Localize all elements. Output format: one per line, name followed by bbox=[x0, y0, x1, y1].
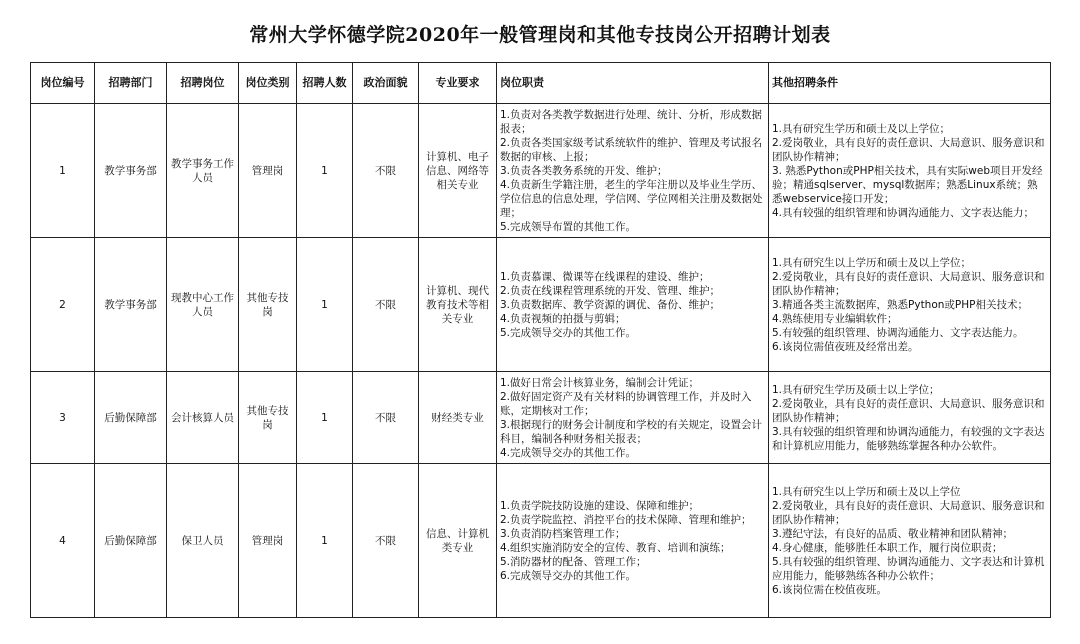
duty-line: 2.负责各类国家级考试系统软件的维护、管理及考试报名数据的审核、上报； bbox=[500, 136, 763, 163]
header-id: 岗位编号 bbox=[31, 63, 95, 104]
condition-line: 3.遵纪守法，有良好的品质、敬业精神和团队精神； bbox=[772, 527, 1014, 540]
cell-other-conditions bbox=[769, 238, 1051, 372]
duty-line: 4.负责新生学籍注册，老生的学年注册以及毕业生学历、学位信息的信息处理，学信网、学位网相关注册及数据处理； bbox=[500, 178, 763, 219]
duty-line: 2.负责学院监控、消控平台的技术保障、管理和维护； bbox=[500, 513, 752, 526]
cell-politics: 不限 bbox=[353, 464, 419, 618]
cell-count: 1 bbox=[297, 464, 353, 618]
condition-line: 3.精通各类主流数据库，熟悉Python或PHP相关技术； bbox=[772, 298, 1028, 311]
condition-line: 5.具有较强的组织管理、协调沟通能力、文字表达和计算机应用能力，能够熟练各种办公软件； bbox=[772, 555, 1045, 582]
duty-line: 4.组织实施消防安全的宣传、教育、培训和演练； bbox=[500, 541, 731, 554]
duty-line: 6.完成领导交办的其他工作。 bbox=[500, 569, 637, 582]
cell-category: 其他专技岗 bbox=[239, 372, 297, 464]
cell-count: 1 bbox=[297, 238, 353, 372]
recruitment-table bbox=[30, 62, 1051, 618]
duty-line: 1.负责对各类教学数据进行处理、统计、分析，形成数据报表； bbox=[500, 108, 763, 135]
cell-dept: 教学事务部 bbox=[95, 238, 167, 372]
duty-line: 5.消防器材的配备、管理工作； bbox=[500, 555, 647, 568]
header-politics: 政治面貌 bbox=[353, 63, 419, 104]
condition-line: 1.具有研究生以上学历和硕士及以上学位 bbox=[772, 485, 961, 498]
cell-id: 3 bbox=[31, 372, 95, 464]
cell-duties bbox=[497, 464, 769, 618]
duty-line: 1.负责学院技防设施的建设、保障和维护； bbox=[500, 499, 700, 512]
cell-id: 4 bbox=[31, 464, 95, 618]
cell-id: 2 bbox=[31, 238, 95, 372]
duty-line: 2.做好固定资产及有关材料的协调管理工作，并及时入账，定期核对工作； bbox=[500, 390, 752, 417]
cell-dept: 后勤保障部 bbox=[95, 464, 167, 618]
condition-line: 2.爱岗敬业，具有良好的责任意识、大局意识、服务意识和团队协作精神； bbox=[772, 397, 1045, 424]
cell-other-conditions bbox=[769, 464, 1051, 618]
cell-major: 信息、计算机类专业 bbox=[419, 464, 497, 618]
condition-line: 2.爱岗敬业，具有良好的责任意识、大局意识、服务意识和团队协作精神； bbox=[772, 499, 1045, 526]
cell-duties bbox=[497, 238, 769, 372]
cell-category: 管理岗 bbox=[239, 104, 297, 238]
header-position: 招聘岗位 bbox=[167, 63, 239, 104]
duty-line: 3.负责消防档案管理工作； bbox=[500, 527, 626, 540]
condition-line: 5.有较强的组织管理、协调沟通能力、文字表达能力。 bbox=[772, 326, 1024, 339]
table-row bbox=[31, 238, 1051, 372]
condition-line: 2.爱岗敬业，具有良好的责任意识、大局意识、服务意识和团队协作精神； bbox=[772, 270, 1045, 297]
duty-line: 5.完成领导交办的其他工作。 bbox=[500, 326, 637, 339]
duty-line: 3.负责各类教务系统的开发、维护； bbox=[500, 164, 668, 177]
header-category: 岗位类别 bbox=[239, 63, 297, 104]
cell-politics: 不限 bbox=[353, 104, 419, 238]
cell-position: 现教中心工作人员 bbox=[167, 238, 239, 372]
condition-line: 4.身心健康，能够胜任本职工作，履行岗位职责； bbox=[772, 541, 1003, 554]
condition-line: 1.具有研究生学历和硕士及以上学位； bbox=[772, 122, 951, 135]
header-duties: 岗位职责 bbox=[497, 63, 769, 104]
cell-count: 1 bbox=[297, 372, 353, 464]
condition-line: 2.爱岗敬业，具有良好的责任意识、大局意识、服务意识和团队协作精神； bbox=[772, 136, 1045, 163]
condition-line: 1.具有研究生学历及硕士以上学位； bbox=[772, 383, 940, 396]
cell-duties bbox=[497, 372, 769, 464]
cell-id: 1 bbox=[31, 104, 95, 238]
cell-major: 财经类专业 bbox=[419, 372, 497, 464]
duty-line: 1.负责慕课、微课等在线课程的建设、维护； bbox=[500, 270, 710, 283]
table-row bbox=[31, 464, 1051, 618]
duty-line: 2.负责在线课程管理系统的开发、管理、维护； bbox=[500, 284, 721, 297]
condition-line: 4.熟练使用专业编辑软件； bbox=[772, 312, 898, 325]
duty-line: 4.完成领导交办的其他工作。 bbox=[500, 446, 637, 459]
page-title: 常州大学怀德学院2020年一般管理岗和其他专技岗公开招聘计划表 bbox=[249, 24, 831, 46]
cell-position: 会计核算人员 bbox=[167, 372, 239, 464]
duty-line: 5.完成领导布置的其他工作。 bbox=[500, 220, 637, 233]
condition-line: 6.该岗位需在校值夜班。 bbox=[772, 583, 888, 596]
header-other: 其他招聘条件 bbox=[769, 63, 1051, 104]
cell-dept: 后勤保障部 bbox=[95, 372, 167, 464]
cell-category: 管理岗 bbox=[239, 464, 297, 618]
header-major: 专业要求 bbox=[419, 63, 497, 104]
cell-position: 教学事务工作人员 bbox=[167, 104, 239, 238]
cell-dept: 教学事务部 bbox=[95, 104, 167, 238]
condition-line: 1.具有研究生以上学历和硕士及以上学位； bbox=[772, 256, 972, 269]
cell-other-conditions bbox=[769, 104, 1051, 238]
cell-politics: 不限 bbox=[353, 238, 419, 372]
table-row bbox=[31, 104, 1051, 238]
header-count: 招聘人数 bbox=[297, 63, 353, 104]
condition-line: 4.具有较强的组织管理和协调沟通能力、文字表达能力； bbox=[772, 206, 1035, 219]
cell-major: 计算机、电子信息、网络等相关专业 bbox=[419, 104, 497, 238]
condition-line: 6.该岗位需值夜班及经常出差。 bbox=[772, 340, 919, 353]
duty-line: 4.负责视频的拍摄与剪辑； bbox=[500, 312, 626, 325]
cell-major: 计算机、现代教育技术等相关专业 bbox=[419, 238, 497, 372]
duty-line: 3.负责数据库、教学资源的调优、备份、维护； bbox=[500, 298, 721, 311]
cell-count: 1 bbox=[297, 104, 353, 238]
cell-duties bbox=[497, 104, 769, 238]
condition-line: 3. 熟悉Python或PHP相关技术，具有实际web项目开发经验；精通sqlserver、mysql数据库；熟悉Linux系统；熟悉webservice接口开发； bbox=[772, 164, 1043, 205]
table-row bbox=[31, 372, 1051, 464]
header-dept: 招聘部门 bbox=[95, 63, 167, 104]
cell-politics: 不限 bbox=[353, 372, 419, 464]
duty-line: 1.做好日常会计核算业务，编制会计凭证； bbox=[500, 376, 700, 389]
table-header-row bbox=[31, 63, 1051, 104]
cell-category: 其他专技岗 bbox=[239, 238, 297, 372]
cell-other-conditions bbox=[769, 372, 1051, 464]
condition-line: 3.具有较强的组织管理和协调沟通能力，有较强的文字表达和计算机应用能力，能够熟练掌握各种办公软件。 bbox=[772, 425, 1045, 452]
cell-position: 保卫人员 bbox=[167, 464, 239, 618]
duty-line: 3.根据现行的财务会计制度和学校的有关规定，设置会计科目，编制各种财务相关报表； bbox=[500, 418, 763, 445]
